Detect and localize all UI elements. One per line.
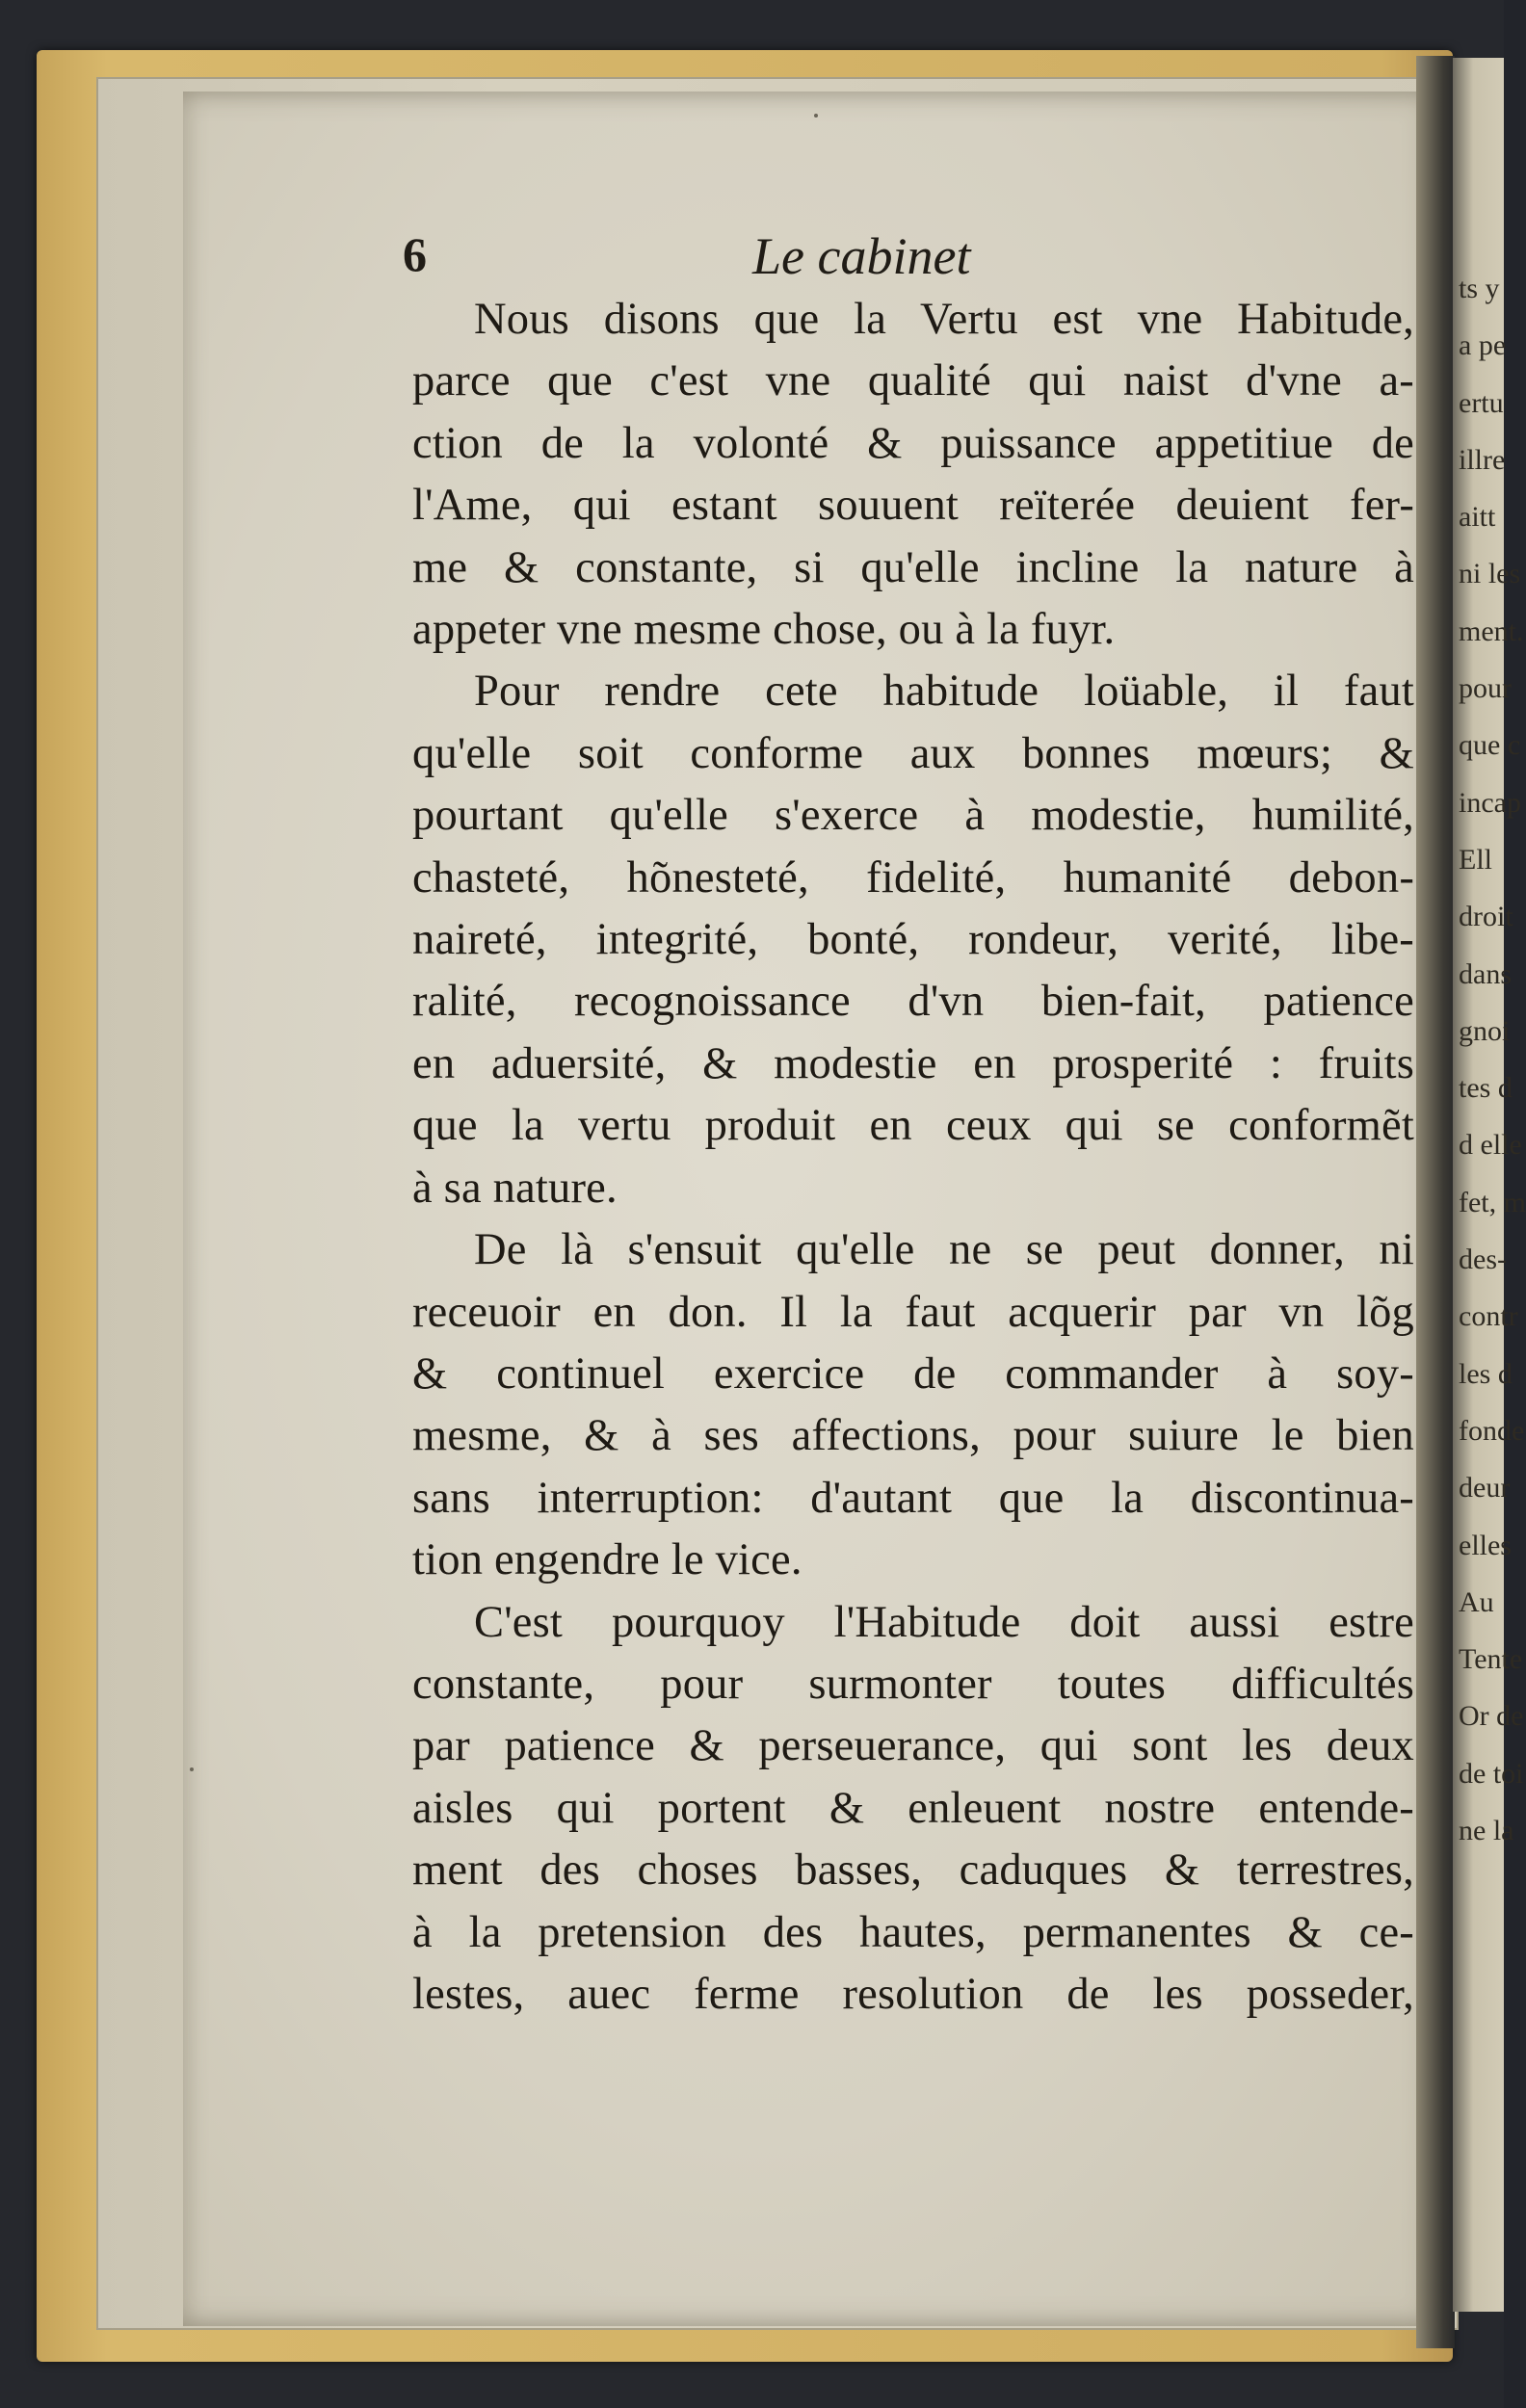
facing-page-fragment: contr bbox=[1459, 1300, 1518, 1333]
facing-page-fragment: tes d bbox=[1459, 1072, 1513, 1105]
page-number: 6 bbox=[403, 227, 427, 281]
facing-page-fragment: incap bbox=[1459, 786, 1521, 819]
text-line: C'est pourquoy l'Habitude doit aussi estre bbox=[474, 1597, 1414, 1647]
text-line: ralité, recognoissance d'vn bien-fait, patience bbox=[412, 977, 1414, 1027]
facing-page-fragment: d elle bbox=[1459, 1129, 1522, 1162]
book-gutter bbox=[1416, 56, 1455, 2348]
paragraph bbox=[412, 1592, 1414, 2027]
text-line: receuoir en don. Il la faut acquerir par vn lõg bbox=[412, 1287, 1414, 1337]
facing-page-fragment: Tente bbox=[1459, 1643, 1523, 1676]
text-line: que la vertu produit en ceux qui se conformẽt bbox=[412, 1101, 1414, 1151]
text-line: ction de la volonté & puissance appetitiue de bbox=[412, 418, 1414, 468]
text-line: l'Ame, qui estant souuent reïterée deuient fer- bbox=[412, 481, 1414, 531]
facing-page-fragment: ne la bbox=[1459, 1815, 1514, 1847]
text-line: ment des choses basses, caduques & terrestres, bbox=[412, 1845, 1414, 1896]
paper-speck bbox=[190, 1767, 194, 1771]
facing-page-fragment: aitt bbox=[1459, 501, 1496, 534]
text-line: De là s'ensuit qu'elle ne se peut donner, ni bbox=[474, 1225, 1414, 1275]
text-line: chasteté, hõnesteté, fidelité, humanité debon- bbox=[412, 852, 1414, 903]
text-line: me & constante, si qu'elle incline la nature à bbox=[412, 542, 1414, 592]
text-line: sans interruption: d'autant que la discontinua- bbox=[412, 1473, 1414, 1523]
facing-page-fragment: ment. bbox=[1459, 615, 1524, 647]
text-line: par patience & perseuerance, qui sont les deux bbox=[412, 1721, 1414, 1771]
facing-page-text bbox=[1453, 260, 1526, 1859]
running-title: Le cabinet bbox=[752, 227, 971, 285]
text-line: parce que c'est vne qualité qui naist d'vne a- bbox=[412, 356, 1414, 406]
text-line: constante, pour surmonter toutes difficultés bbox=[412, 1659, 1414, 1709]
facing-page-fragment: pour bbox=[1459, 672, 1512, 705]
facing-page-fragment: ts y bbox=[1459, 273, 1500, 304]
facing-page-fragment: que c bbox=[1459, 729, 1521, 762]
facing-page-fragment: des- bbox=[1459, 1243, 1507, 1276]
text-line: pourtant qu'elle s'exerce à modestie, humilité, bbox=[412, 791, 1414, 841]
facing-page-fragment: elles bbox=[1459, 1529, 1512, 1561]
text-line: Pour rendre cete habitude loüable, il faut bbox=[474, 667, 1414, 717]
page-header bbox=[403, 226, 1414, 294]
text-line: mesme, & à ses affections, pour suiure le bien bbox=[412, 1411, 1414, 1461]
facing-page-fragment: fet, m bbox=[1459, 1186, 1526, 1218]
facing-page-fragment: les d bbox=[1459, 1357, 1513, 1390]
facing-page-fragment: dans bbox=[1459, 957, 1512, 990]
facing-page-fragment: Ell bbox=[1459, 843, 1492, 876]
facing-page-fragment: de toi bbox=[1459, 1757, 1524, 1790]
text-line: Nous disons que la Vertu est vne Habitude, bbox=[474, 295, 1414, 344]
facing-page-fragment: ertu bbox=[1459, 386, 1504, 419]
text-line: qu'elle soit conforme aux bonnes mœurs; & bbox=[412, 728, 1414, 778]
text-line: aisles qui portent & enleuent nostre entende- bbox=[412, 1783, 1414, 1833]
facing-page-fragment: Au bbox=[1459, 1585, 1494, 1618]
facing-page-fragment: gnoi bbox=[1459, 1014, 1511, 1047]
text-line: naireté, integrité, bonté, rondeur, verité, libe- bbox=[412, 915, 1414, 965]
facing-page-fragment: deur bbox=[1459, 1472, 1511, 1505]
facing-page-fragment: droit bbox=[1459, 901, 1513, 933]
facing-page-fragment: fonde bbox=[1459, 1414, 1525, 1447]
facing-page-fragment: ni les bbox=[1459, 558, 1521, 590]
text-line: tion engendre le vice. bbox=[412, 1535, 802, 1585]
facing-page-fragment: illre bbox=[1459, 443, 1506, 476]
text-line: à sa nature. bbox=[412, 1163, 618, 1213]
paper-speck bbox=[814, 114, 818, 118]
facing-page-fragment: a pe bbox=[1459, 329, 1507, 362]
text-line: à la pretension des hautes, permanentes & ce- bbox=[412, 1907, 1414, 1957]
paragraph bbox=[412, 1219, 1414, 1591]
text-line: & continuel exercice de commander à soy- bbox=[412, 1348, 1414, 1399]
text-line: lestes, auec ferme resolution de les posseder, bbox=[412, 1969, 1414, 2019]
paragraph bbox=[412, 289, 1414, 661]
text-line: appeter vne mesme chose, ou à la fuyr. bbox=[412, 605, 1116, 655]
body-text bbox=[412, 289, 1414, 2026]
facing-page-edge bbox=[1453, 58, 1526, 2312]
text-line: en aduersité, & modestie en prosperité : fruits bbox=[412, 1038, 1414, 1088]
facing-page-fragment: Or de bbox=[1459, 1700, 1524, 1733]
paragraph bbox=[412, 661, 1414, 1219]
